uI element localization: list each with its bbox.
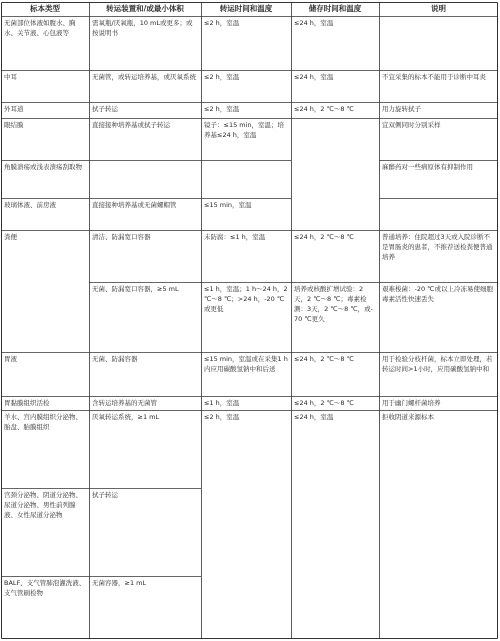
header-notes: 说明 bbox=[431, 4, 446, 13]
cell: 拭子转运 bbox=[92, 491, 118, 499]
cell: 直接接种培养基或拭子转运 bbox=[92, 121, 170, 129]
cell: 培养或核酸扩增试验：2天，2 ℃～8 ℃；毒素检测：3天，2 ℃～8 ℃，或-70 ℃更久 bbox=[294, 285, 373, 323]
cell bbox=[204, 162, 288, 196]
cell: ≤2 h，室温 bbox=[204, 105, 240, 113]
cell: 清洁、防漏宽口容器 bbox=[92, 233, 151, 241]
cell: ≤1 h，室温；1 h～24 h，2 ℃～8 ℃；>24 h，-20 ℃或更低 bbox=[204, 285, 288, 313]
cell: ≤24 h，2 ℃～8 ℃ bbox=[294, 105, 354, 113]
cell: 含转运培养基的无菌管 bbox=[92, 399, 157, 407]
header-specimen-type: 标本类型 bbox=[30, 4, 60, 13]
cell: 角膜溃疡或浅表溃疡刮取物 bbox=[4, 163, 82, 171]
cell: 麻醉药对一些病原体有抑制作用 bbox=[382, 163, 473, 171]
cell: 拭子转运 bbox=[92, 105, 118, 113]
cell: 拒收阴道来源标本 bbox=[382, 413, 434, 421]
cell: 不宜采集的标本不能用于诊断中耳炎 bbox=[382, 73, 486, 81]
cell bbox=[204, 490, 288, 574]
cell: ≤15 min，室温或在采集1 h内应用碳酸氢钠中和后送 bbox=[204, 355, 288, 373]
cell: ≤24 h，2 ℃～8 ℃ bbox=[294, 233, 354, 241]
cell: ≤2 h，室温 bbox=[204, 73, 240, 81]
cell: 无菌、防漏容器 bbox=[92, 355, 138, 363]
header-storage-time-temp: 储存时间和温度 bbox=[308, 4, 362, 13]
cell: 需氧瓶/厌氧瓶，10 mL或更多；或按说明书 bbox=[92, 19, 193, 37]
cell bbox=[204, 578, 288, 637]
cell: 无菌部位体液如腹水、胸水、关节液、心包液等 bbox=[4, 19, 76, 37]
cell: ≤1 h，室温 bbox=[204, 399, 240, 407]
cell: 厌氧转运系统，≥1 mL bbox=[92, 413, 160, 421]
cell bbox=[92, 162, 198, 196]
cell: ≤24 h，室温 bbox=[294, 19, 334, 27]
cell bbox=[294, 490, 376, 574]
cell: 胃液 bbox=[4, 355, 17, 363]
cell: 宫颈分泌物、阴道分泌物、尿道分泌物、男性前列腺液、女性尿道分泌物 bbox=[4, 491, 82, 519]
cell: 粪便 bbox=[4, 233, 17, 241]
cell: 镜子：≤15 min，室温；培养基≤24 h，室温 bbox=[204, 121, 285, 139]
header-transport-device: 转运装置和/或最小体积 bbox=[106, 4, 184, 13]
cell bbox=[382, 490, 495, 574]
cell bbox=[4, 284, 86, 350]
cell bbox=[294, 162, 376, 196]
cell: ≤24 h，室温 bbox=[294, 73, 334, 81]
cell: BALF、支气管肺泡灌洗液、支气管刷检物 bbox=[4, 579, 86, 597]
cell: ≤24 h，2 ℃～8 ℃ bbox=[294, 399, 354, 407]
cell: ≤15 min，室温 bbox=[204, 201, 252, 209]
cell: 艰难梭菌：-20 ℃或以上冷冻易使细胞毒素活性快速丢失 bbox=[382, 285, 493, 303]
cell bbox=[382, 18, 495, 68]
cell: ≤24 h，2 ℃～8 ℃ bbox=[294, 355, 354, 363]
cell: 中耳 bbox=[4, 73, 17, 81]
cell: ≤2 h，室温 bbox=[204, 19, 240, 27]
cell: ≤2 h，室温 bbox=[204, 413, 240, 421]
cell: 用于幽门螺杆菌培养 bbox=[382, 399, 441, 407]
cell: 无菌、防漏宽口容器，≥5 mL bbox=[92, 285, 179, 293]
cell bbox=[382, 578, 495, 637]
cell bbox=[294, 578, 376, 637]
cell: 未防腐：≤1 h，室温 bbox=[204, 233, 266, 241]
cell bbox=[294, 200, 376, 228]
cell: 用力旋转拭子 bbox=[382, 105, 421, 113]
header-transport-time-temp: 转运时间和温度 bbox=[219, 4, 273, 13]
cell: 胃黏膜组织活检 bbox=[4, 399, 50, 407]
cell: 玻璃体液、前房液 bbox=[4, 201, 56, 209]
cell: 直接接种培养基或无菌螺帽管 bbox=[92, 201, 177, 209]
specimen-transport-table bbox=[1, 2, 498, 639]
cell: 羊水、宫内膜组织分泌物、胎盘、胎膜组织 bbox=[4, 413, 82, 431]
cell: 无菌管，或转运培养基，或厌氧系统 bbox=[92, 73, 196, 81]
cell: 普通培养：住院超过3天或入院诊断不是胃肠炎的患者，不推荐送检粪便普通培养 bbox=[382, 233, 493, 261]
cell: 用于检验分枝杆菌，标本立即处理，若转运时间>1小时，应用碳酸氢钠中和 bbox=[382, 355, 493, 373]
cell bbox=[382, 200, 495, 228]
cell: 宜双侧同时分别采样 bbox=[382, 121, 441, 129]
cell: ≤24 h，室温 bbox=[294, 413, 334, 421]
cell: 无菌容器，≥1 mL bbox=[92, 579, 147, 587]
cell: 外耳道 bbox=[4, 105, 24, 113]
cell: 眼结膜 bbox=[4, 121, 24, 129]
